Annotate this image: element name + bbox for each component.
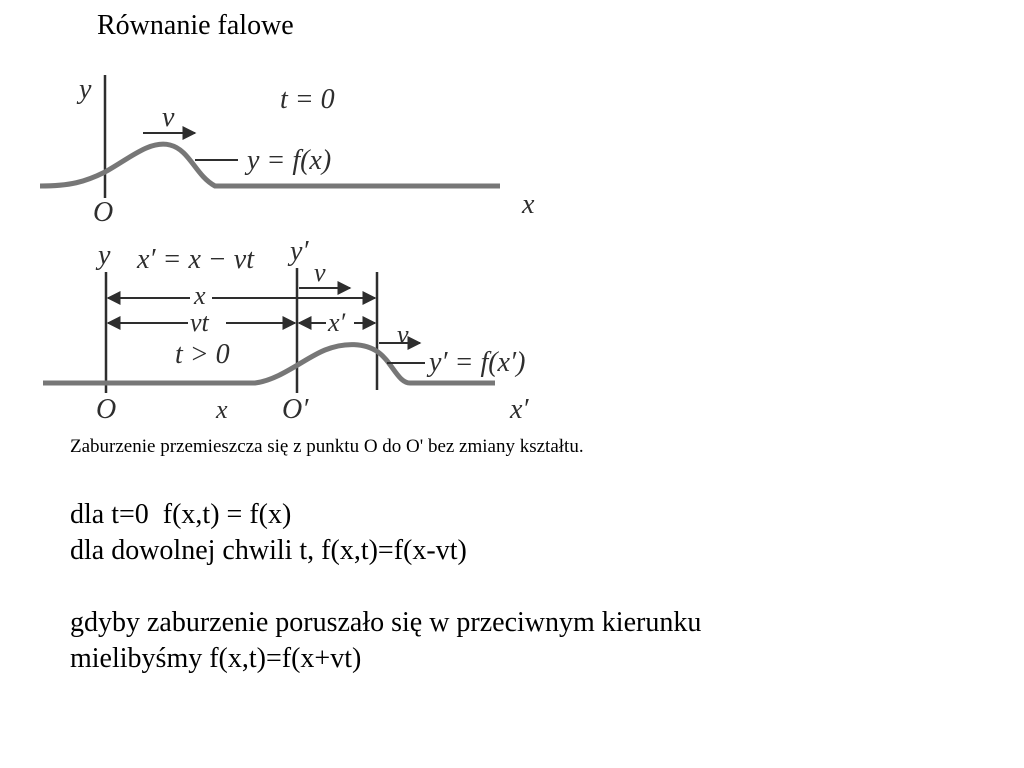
bottom-y-label: y <box>98 240 111 271</box>
dim-x-prime-label: x′ <box>328 308 346 337</box>
line-opposite-direction: gdyby zaburzenie poruszało się w przeciwnym kierunku <box>70 607 702 638</box>
body-text <box>70 497 701 677</box>
bottom-velocity-top-label: v <box>314 258 326 287</box>
top-time-label: t = 0 <box>280 84 335 115</box>
line-result: mielibyśmy f(x,t)=f(x+vt) <box>70 643 362 674</box>
top-curve-label: y = f(x) <box>247 145 332 176</box>
bottom-x-prime-axis-label: x′ <box>510 394 529 425</box>
top-origin-label: O <box>93 197 114 228</box>
line-any-time: dla dowolnej chwili t, f(x,t)=f(x-vt) <box>70 535 467 566</box>
bottom-panel <box>43 236 529 425</box>
bottom-time-label: t > 0 <box>175 339 230 370</box>
figure-caption: Zaburzenie przemieszcza się z punktu O do O' bez zmiany kształtu. <box>70 436 584 457</box>
line-t-zero: dla t=0 f(x,t) = f(x) <box>70 499 292 530</box>
top-panel <box>40 74 535 228</box>
bottom-origin-prime-label: O′ <box>282 394 309 425</box>
dim-x-label: x <box>194 281 206 310</box>
top-x-label: x <box>522 189 535 220</box>
bottom-velocity-label: v <box>397 320 409 349</box>
top-y-label: y <box>79 74 92 105</box>
bottom-transform-label: x′ = x − vt <box>137 244 254 275</box>
line-blank <box>70 569 701 605</box>
bottom-curve-label: y′ = f(x′) <box>429 347 526 378</box>
wave-figure <box>0 0 600 430</box>
bottom-curve <box>43 345 495 383</box>
bottom-x-tick-label: x <box>216 395 228 424</box>
bottom-y-prime-label: y′ <box>290 236 309 267</box>
dim-vt-label: vt <box>190 308 209 337</box>
bottom-origin-label: O <box>96 394 117 425</box>
slide-title: Równanie falowe <box>97 10 294 41</box>
top-velocity-label: v <box>162 102 175 133</box>
